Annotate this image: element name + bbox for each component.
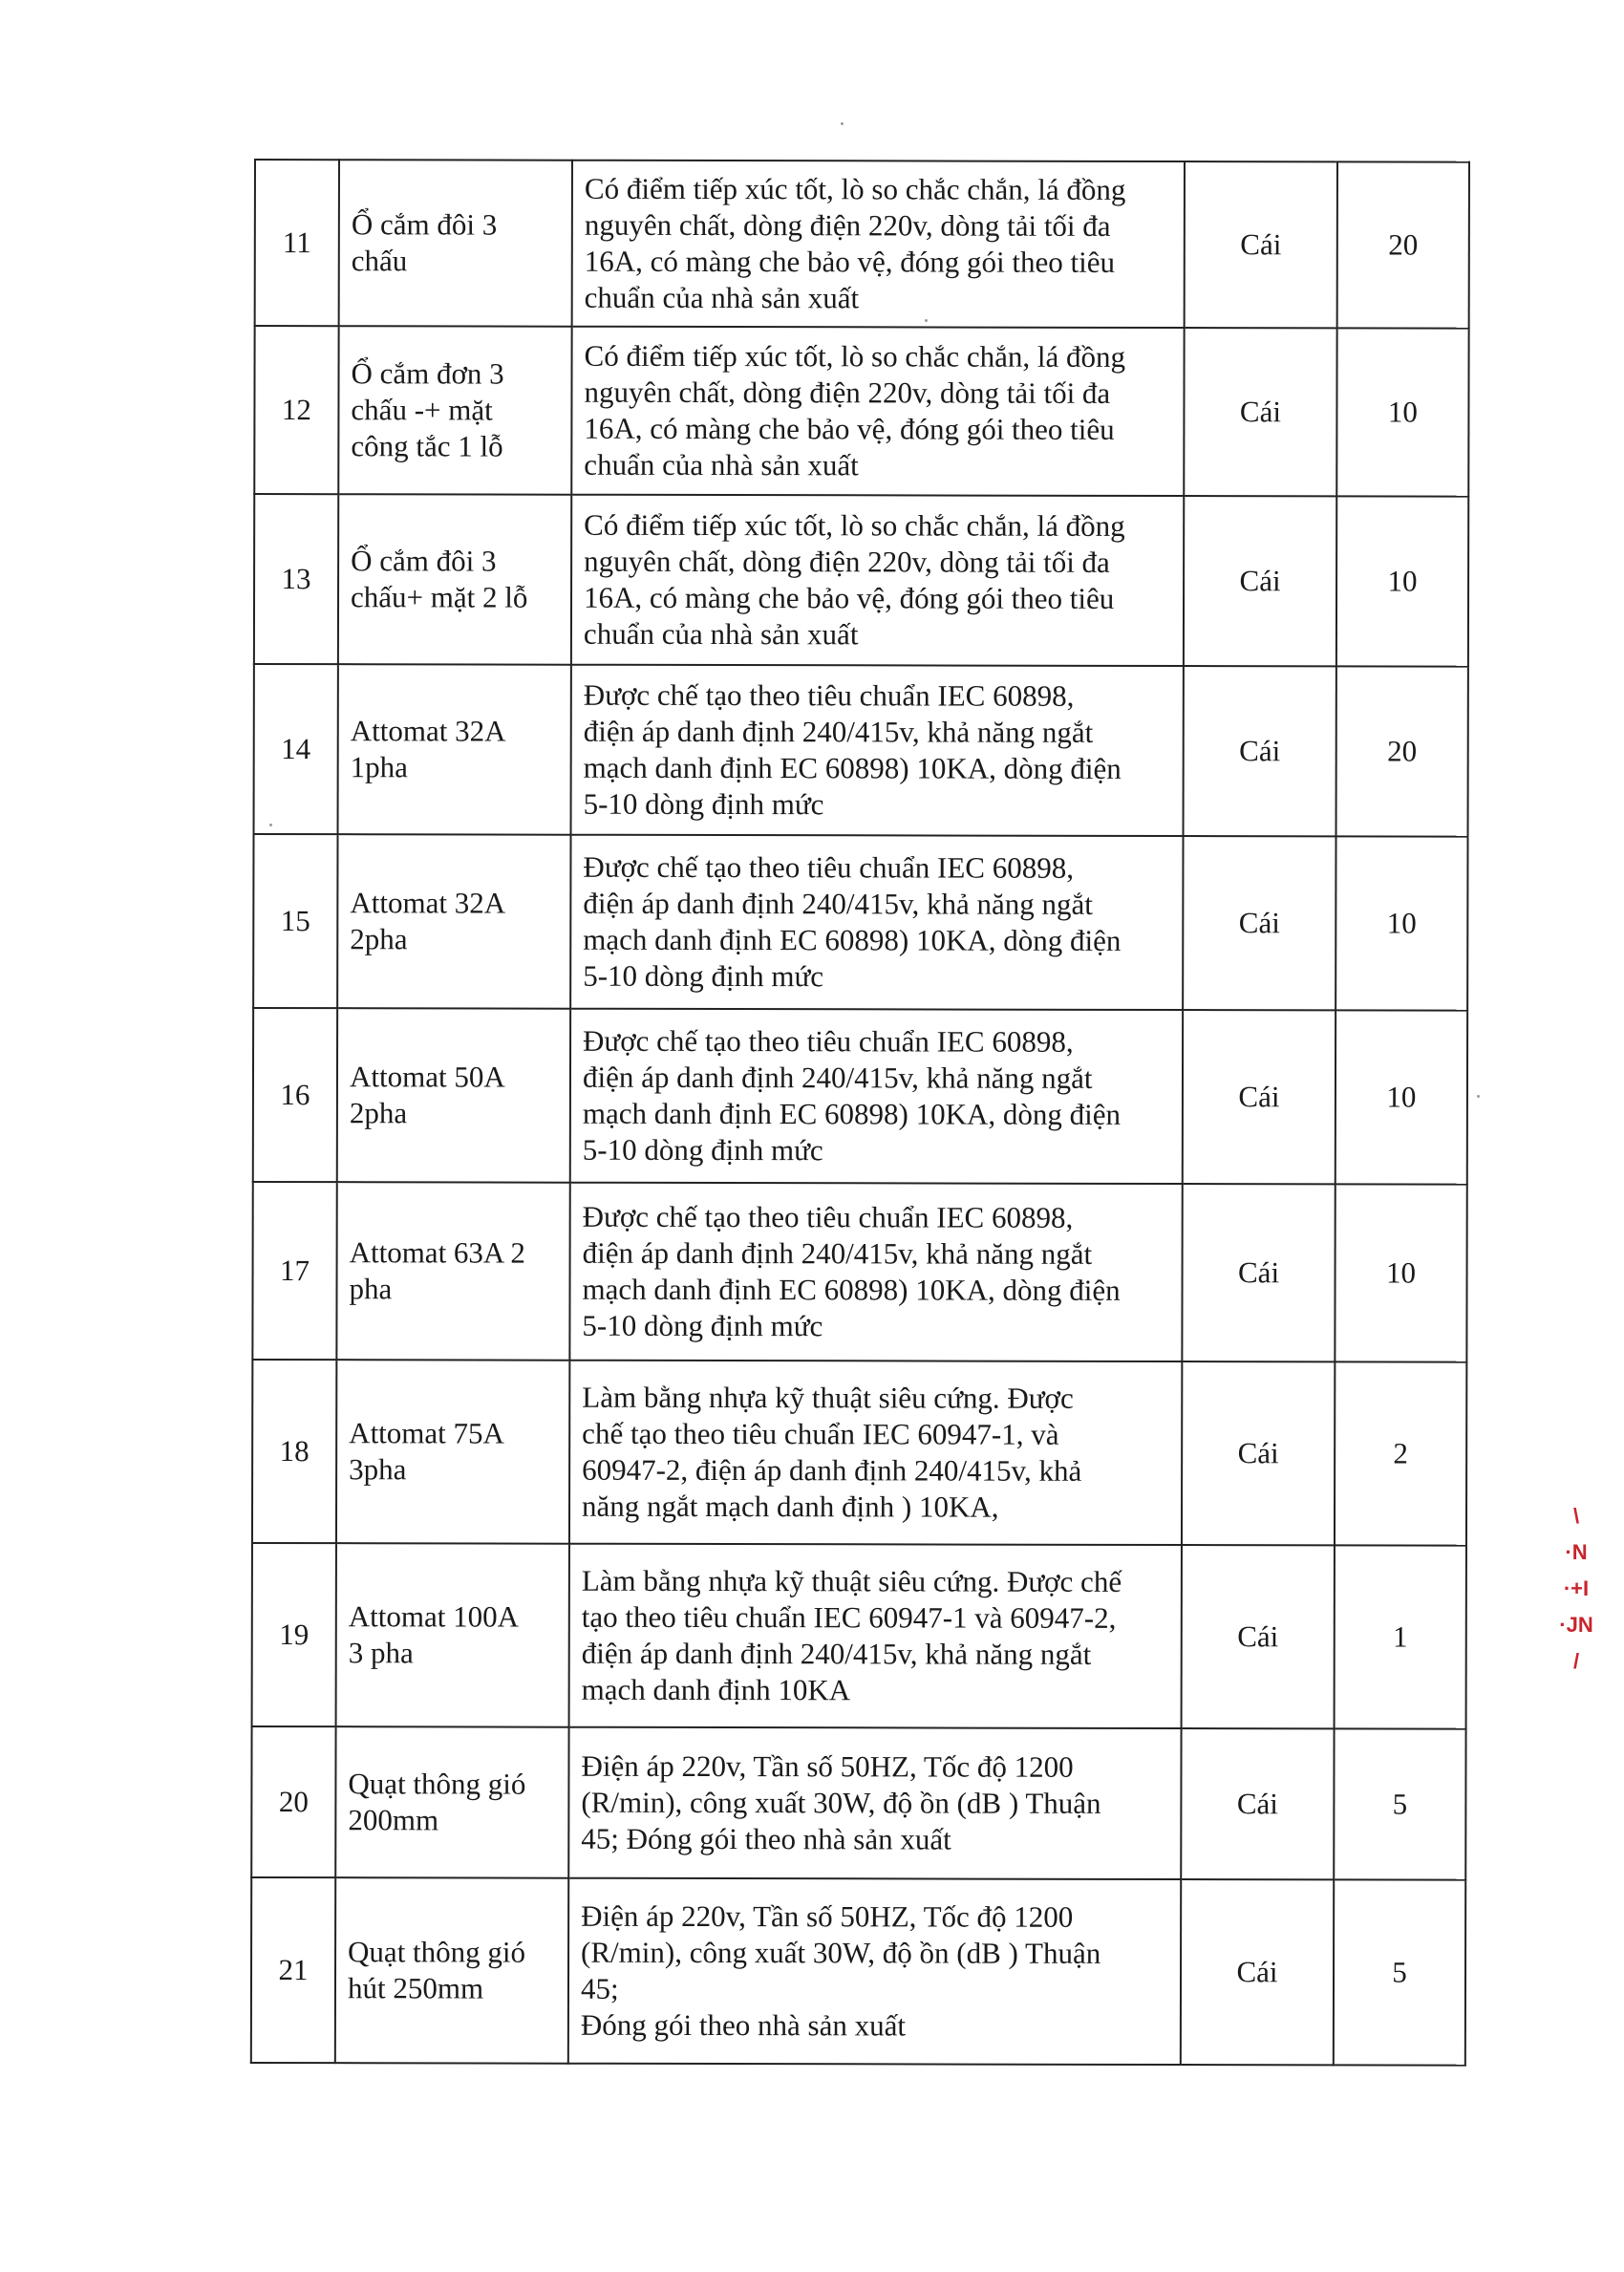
item-quantity: 5 xyxy=(1334,1728,1465,1879)
row-number: 12 xyxy=(254,326,338,494)
item-description: Được chế tạo theo tiêu chuẩn IEC 60898, điện áp danh định 240/415v, khả năng ngắt mạch danh định EC 60898) 10KA, dòng điện 5-10 dòng định mức xyxy=(570,1009,1183,1184)
item-description: Điện áp 220v, Tần số 50HZ, Tốc độ 1200 (R/min), công xuất 30W, độ ồn (dB ) Thuận 45; Đóng gói theo nhà sản xuất xyxy=(568,1727,1181,1879)
row-number: 17 xyxy=(252,1182,336,1360)
item-name: Attomat 32A 1pha xyxy=(338,664,571,835)
item-description: Có điểm tiếp xúc tốt, lò so chắc chắn, lá đồng nguyên chất, dòng điện 220v, dòng tải tối đa 16A, có màng che bảo vệ, đóng gói theo tiêu chuẩn của nhà sản xuất xyxy=(571,327,1184,496)
item-description: Được chế tạo theo tiêu chuẩn IEC 60898, điện áp danh định 240/415v, khả năng ngắt mạch danh định EC 60898) 10KA, dòng điện 5-10 dòng định mức xyxy=(571,665,1184,836)
item-description: Làm bằng nhựa kỹ thuật siêu cứng. Được chế tạo theo tiêu chuẩn IEC 60947-1 và 60947-2, điện áp danh định 240/415v, khả năng ngắt mạch danh định 10KA xyxy=(569,1544,1182,1728)
row-number: 14 xyxy=(254,664,338,834)
table-row xyxy=(252,1182,1466,1362)
margin-mark: ·JN xyxy=(1559,1613,1593,1637)
item-name: Attomat 75A 3pha xyxy=(336,1360,569,1544)
table-row xyxy=(252,1360,1466,1546)
item-description: Được chế tạo theo tiêu chuẩn IEC 60898, điện áp danh định 240/415v, khả năng ngắt mạch danh định EC 60898) 10KA, dòng điện 5-10 dòng định mức xyxy=(570,835,1183,1010)
table-row xyxy=(253,834,1467,1011)
item-description: Điện áp 220v, Tần số 50HZ, Tốc độ 1200 (R/min), công xuất 30W, độ ồn (dB ) Thuận 45; Đóng gói theo nhà sản xuất xyxy=(568,1878,1181,2065)
item-quantity: 20 xyxy=(1337,161,1469,328)
table-row xyxy=(254,494,1468,667)
item-name: Attomat 32A 2pha xyxy=(337,834,570,1009)
table-row xyxy=(253,1008,1467,1185)
table-row xyxy=(251,1726,1465,1880)
item-quantity: 10 xyxy=(1335,1184,1466,1361)
equipment-spec-table xyxy=(250,159,1470,2067)
item-quantity: 10 xyxy=(1336,328,1468,496)
item-quantity: 20 xyxy=(1336,666,1468,836)
scan-speck xyxy=(841,122,844,125)
item-unit: Cái xyxy=(1182,1545,1335,1728)
table-row xyxy=(254,326,1468,497)
row-number: 16 xyxy=(253,1008,337,1182)
item-quantity: 10 xyxy=(1336,496,1468,666)
row-number: 13 xyxy=(254,494,338,664)
item-unit: Cái xyxy=(1183,1010,1336,1184)
scan-speck xyxy=(925,319,928,322)
scan-speck xyxy=(269,824,272,826)
item-name: Ổ cắm đôi 3 chấu xyxy=(339,160,572,327)
row-number: 11 xyxy=(255,160,339,326)
item-name: Attomat 50A 2pha xyxy=(337,1008,570,1183)
margin-mark: ·+I xyxy=(1563,1576,1590,1600)
item-unit: Cái xyxy=(1184,328,1336,496)
item-quantity: 5 xyxy=(1334,1879,1465,2065)
item-quantity: 2 xyxy=(1335,1361,1466,1545)
margin-stamp-marks xyxy=(1557,1498,1595,1680)
margin-mark: \ xyxy=(1572,1504,1580,1528)
item-name: Attomat 63A 2 pha xyxy=(336,1182,569,1361)
item-quantity: 10 xyxy=(1336,1010,1467,1184)
margin-mark: ·N xyxy=(1565,1540,1588,1564)
item-unit: Cái xyxy=(1182,1361,1335,1545)
row-number: 18 xyxy=(252,1360,336,1543)
margin-mark: / xyxy=(1572,1649,1580,1673)
table-row xyxy=(252,1543,1466,1729)
item-name: Quạt thông gió hút 250mm xyxy=(335,1877,568,2064)
item-name: Quạt thông gió 200mm xyxy=(335,1726,568,1878)
item-name: Attomat 100A 3 pha xyxy=(336,1543,569,1727)
item-unit: Cái xyxy=(1181,1879,1334,2065)
item-unit: Cái xyxy=(1183,836,1336,1010)
item-unit: Cái xyxy=(1184,496,1336,666)
item-description: Được chế tạo theo tiêu chuẩn IEC 60898, điện áp danh định 240/415v, khả năng ngắt mạch danh định EC 60898) 10KA, dòng điện 5-10 dòng định mức xyxy=(569,1183,1182,1361)
item-description: Làm bằng nhựa kỹ thuật siêu cứng. Được chế tạo theo tiêu chuẩn IEC 60947-1, và 60947-2, điện áp danh định 240/415v, khả năng ngắt mạch danh định ) 10KA, xyxy=(569,1361,1182,1545)
item-unit: Cái xyxy=(1182,1184,1335,1361)
item-name: Ổ cắm đôi 3 chấu+ mặt 2 lỗ xyxy=(338,494,571,665)
item-quantity: 1 xyxy=(1335,1545,1466,1728)
row-number: 20 xyxy=(251,1726,335,1877)
spec-table-body xyxy=(251,160,1469,2066)
item-description: Có điểm tiếp xúc tốt, lò so chắc chắn, lá đồng nguyên chất, dòng điện 220v, dòng tải tối đa 16A, có màng che bảo vệ, đóng gói theo tiêu chuẩn của nhà sản xuất xyxy=(571,495,1184,666)
scan-speck xyxy=(1477,1095,1480,1098)
table-row xyxy=(255,160,1469,329)
row-number: 21 xyxy=(251,1877,335,2063)
item-unit: Cái xyxy=(1184,666,1336,836)
table-row xyxy=(251,1877,1465,2066)
item-unit: Cái xyxy=(1185,161,1337,328)
table-row xyxy=(254,664,1468,837)
item-description: Có điểm tiếp xúc tốt, lò so chắc chắn, lá đồng nguyên chất, dòng điện 220v, dòng tải tối đa 16A, có màng che bảo vệ, đóng gói theo tiêu chuẩn của nhà sản xuất xyxy=(572,161,1185,328)
row-number: 19 xyxy=(252,1543,336,1726)
item-quantity: 10 xyxy=(1336,836,1467,1010)
row-number: 15 xyxy=(253,834,337,1008)
item-unit: Cái xyxy=(1181,1728,1334,1879)
item-name: Ổ cắm đơn 3 chấu -+ mặt công tắc 1 lỗ xyxy=(338,326,571,495)
